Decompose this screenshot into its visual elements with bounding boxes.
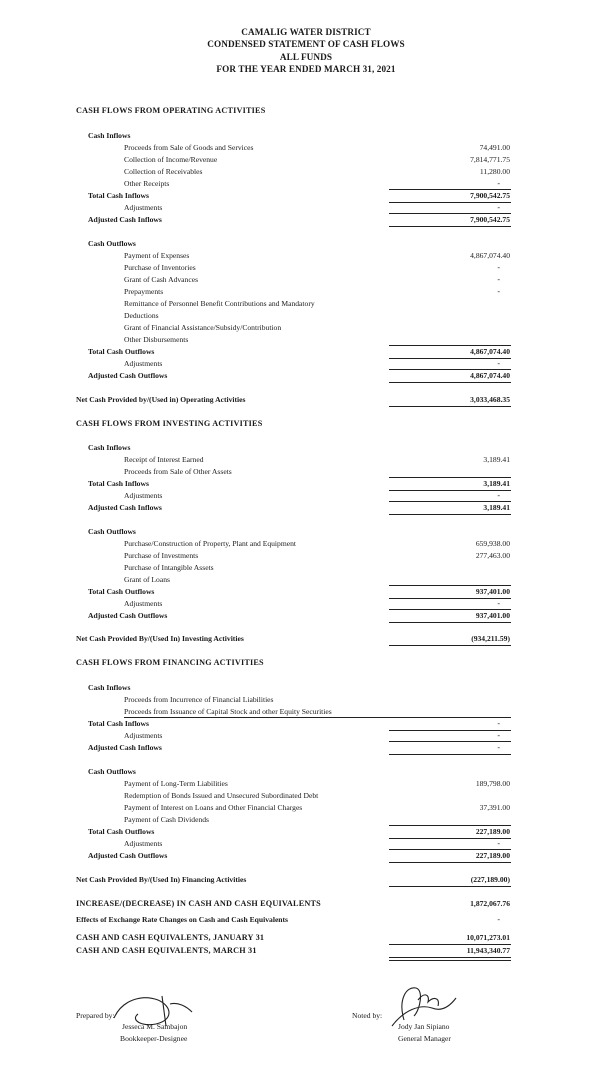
line-item-label: Grant of Cash Advances (124, 275, 199, 284)
rule (389, 849, 511, 850)
line-item-amount: - (497, 263, 500, 272)
org-name: CAMALIG WATER DISTRICT (241, 27, 371, 37)
net-label: Net Cash Provided By/(Used In) Financing Activities (76, 875, 247, 884)
line-item-label: Purchase of Inventories (124, 263, 196, 272)
rule (389, 957, 511, 958)
rule (389, 477, 511, 478)
adjustments-amount: - (497, 599, 500, 608)
financing-inflows-label: Cash Inflows (88, 683, 131, 692)
line-item-amount: 189,798.00 (475, 779, 510, 788)
line-item-amount: 7,814,771.75 (470, 155, 510, 164)
line-item-amount: - (497, 287, 500, 296)
line-item-amount: 37,391.00 (479, 803, 510, 812)
operating-heading: CASH FLOWS FROM OPERATING ACTIVITIES (76, 106, 266, 115)
rule (124, 717, 511, 718)
adjusted-label: Adjusted Cash Outflows (88, 851, 168, 860)
total-label: Total Cash Inflows (88, 479, 149, 488)
adjustments-amount: - (497, 491, 500, 500)
rule (389, 382, 511, 383)
adjustments-amount: - (497, 839, 500, 848)
fx-amount: - (497, 915, 500, 924)
line-item-label: Proceeds from Sale of Goods and Services (124, 143, 254, 152)
adjustments-label: Adjustments (124, 359, 163, 368)
line-item-label: Collection of Receivables (124, 167, 203, 176)
net-label: Net Cash Provided by/(Used in) Operating Activities (76, 395, 246, 404)
financing-heading: CASH FLOWS FROM FINANCING ACTIVITIES (76, 658, 264, 667)
line-item-label: Payment of Expenses (124, 251, 190, 260)
line-item-label: Prepayments (124, 287, 164, 296)
statement-title: CONDENSED STATEMENT OF CASH FLOWS (207, 39, 405, 50)
line-item-amount: - (497, 179, 500, 188)
rule (389, 369, 511, 370)
increase-label: INCREASE/(DECREASE) IN CASH AND CASH EQUIVALENTS (76, 899, 321, 908)
begin-cash-label: CASH AND CASH EQUIVALENTS, JANUARY 31 (76, 933, 265, 942)
adjusted-amount: 7,900,542.75 (470, 215, 510, 224)
line-item-label: Collection of Income/Revenue (124, 155, 218, 164)
investing-inflows-label: Cash Inflows (88, 443, 131, 452)
total-label: Total Cash Inflows (88, 191, 149, 200)
rule (389, 406, 511, 407)
operating-outflows-label: Cash Outflows (88, 239, 136, 248)
rule (389, 345, 511, 346)
total-amount: 3,189.41 (483, 479, 510, 488)
line-item-label: Payment of Long-Term Liabilities (124, 779, 228, 788)
prepared-title: Bookkeeper-Designee (120, 1034, 188, 1043)
noted-title: General Manager (398, 1034, 451, 1043)
end-cash-amount: 11,943,340.77 (466, 946, 510, 955)
rule (389, 609, 511, 610)
net-amount: (934,211.59) (471, 634, 510, 643)
net-label: Net Cash Provided By/(Used In) Investing Activities (76, 634, 244, 643)
rule (389, 226, 511, 227)
line-item-label: Remittance of Personnel Benefit Contributions and Mandatory (124, 299, 315, 308)
adjustments-label: Adjustments (124, 599, 163, 608)
rule (389, 622, 511, 623)
line-item-label: Payment of Interest on Loans and Other Financial Charges (124, 803, 303, 812)
period-label: FOR THE YEAR ENDED MARCH 31, 2021 (216, 63, 396, 74)
line-item-label: Purchase of Intangible Assets (124, 563, 214, 572)
adjustments-label: Adjustments (124, 203, 163, 212)
total-amount: 937,401.00 (475, 587, 510, 596)
prepared-by-label: Prepared by: (76, 1011, 115, 1020)
rule (389, 514, 511, 515)
rule (389, 202, 511, 203)
financing-outflows-label: Cash Outflows (88, 767, 136, 776)
end-cash-label: CASH AND CASH EQUIVALENTS, MARCH 31 (76, 946, 257, 955)
line-item-amount: 277,463.00 (475, 551, 510, 560)
investing-heading: CASH FLOWS FROM INVESTING ACTIVITIES (76, 419, 263, 428)
line-item-amount: 74,491.00 (479, 143, 510, 152)
net-amount: 3,033,468.35 (470, 395, 510, 404)
rule (389, 862, 511, 863)
rule (389, 490, 511, 491)
rule (389, 754, 511, 755)
total-amount: 4,867,074.40 (470, 347, 510, 356)
adjusted-amount: 4,867,074.40 (470, 371, 510, 380)
rule (389, 730, 511, 731)
rule (389, 825, 511, 826)
line-item-label: Proceeds from Sale of Other Assets (124, 467, 232, 476)
net-amount: (227,189.00) (470, 875, 510, 884)
rule (389, 501, 511, 502)
adjusted-label: Adjusted Cash Outflows (88, 611, 168, 620)
line-item-amount: 659,938.00 (475, 539, 510, 548)
rule (389, 213, 511, 214)
adjusted-amount: - (497, 743, 500, 752)
adjustments-amount: - (497, 203, 500, 212)
fx-label: Effects of Exchange Rate Changes on Cash and Cash Equivalents (76, 915, 289, 924)
noted-by-label: Noted by: (352, 1011, 383, 1020)
rule (389, 741, 511, 742)
line-item-label: Other Receipts (124, 179, 170, 188)
rule (389, 838, 511, 839)
investing-outflows-label: Cash Outflows (88, 527, 136, 536)
line-item-label: Purchase/Construction of Property, Plant and Equipment (124, 539, 297, 548)
rule (389, 358, 511, 359)
total-label: Total Cash Outflows (88, 347, 155, 356)
line-item-label: Other Disbursements (124, 335, 189, 344)
total-label: Total Cash Inflows (88, 719, 149, 728)
adjustments-label: Adjustments (124, 731, 163, 740)
begin-cash-amount: 10,071,273.01 (466, 933, 510, 942)
line-item-label: Deductions (124, 311, 159, 320)
total-amount: - (497, 719, 500, 728)
operating-inflows-label: Cash Inflows (88, 131, 131, 140)
line-item-label: Redemption of Bonds Issued and Unsecured Subordinated Debt (124, 791, 319, 800)
rule (389, 960, 511, 961)
adjusted-amount: 937,401.00 (475, 611, 510, 620)
adjusted-label: Adjusted Cash Inflows (88, 743, 162, 752)
rule (389, 944, 511, 945)
rule (389, 189, 511, 190)
line-item-amount: 3,189.41 (483, 455, 510, 464)
adjustments-label: Adjustments (124, 839, 163, 848)
line-item-label: Grant of Loans (124, 575, 170, 584)
total-label: Total Cash Outflows (88, 827, 155, 836)
line-item-label: Grant of Financial Assistance/Subsidy/Contribution (124, 323, 282, 332)
adjustments-amount: - (497, 359, 500, 368)
adjusted-label: Adjusted Cash Inflows (88, 503, 162, 512)
rule (389, 598, 511, 599)
line-item-label: Proceeds from Incurrence of Financial Liabilities (124, 695, 274, 704)
adjusted-amount: 3,189.41 (483, 503, 510, 512)
total-amount: 227,189.00 (475, 827, 510, 836)
increase-amount: 1,872,067.76 (470, 899, 510, 908)
rule (389, 886, 511, 887)
line-item-label: Receipt of Interest Earned (124, 455, 204, 464)
noted-name: Jody Jan Sipiano (398, 1022, 450, 1031)
line-item-amount: - (497, 275, 500, 284)
adjusted-label: Adjusted Cash Inflows (88, 215, 162, 224)
line-item-label: Proceeds from Issuance of Capital Stock and other Equity Securities (124, 707, 332, 716)
line-item-label: Payment of Cash Dividends (124, 815, 209, 824)
funds-label: ALL FUNDS (279, 51, 333, 62)
statement-header (0, 26, 612, 75)
adjustments-amount: - (497, 731, 500, 740)
adjustments-label: Adjustments (124, 491, 163, 500)
rule (389, 645, 511, 646)
prepared-name: Jesseca M. Sambajon (122, 1022, 188, 1031)
adjusted-label: Adjusted Cash Outflows (88, 371, 168, 380)
line-item-amount: 4,867,074.40 (470, 251, 510, 260)
total-label: Total Cash Outflows (88, 587, 155, 596)
line-item-amount: 11,280.00 (479, 167, 510, 176)
total-amount: 7,900,542.75 (470, 191, 510, 200)
adjusted-amount: 227,189.00 (475, 851, 510, 860)
rule (389, 585, 511, 586)
line-item-label: Purchase of Investments (124, 551, 199, 560)
